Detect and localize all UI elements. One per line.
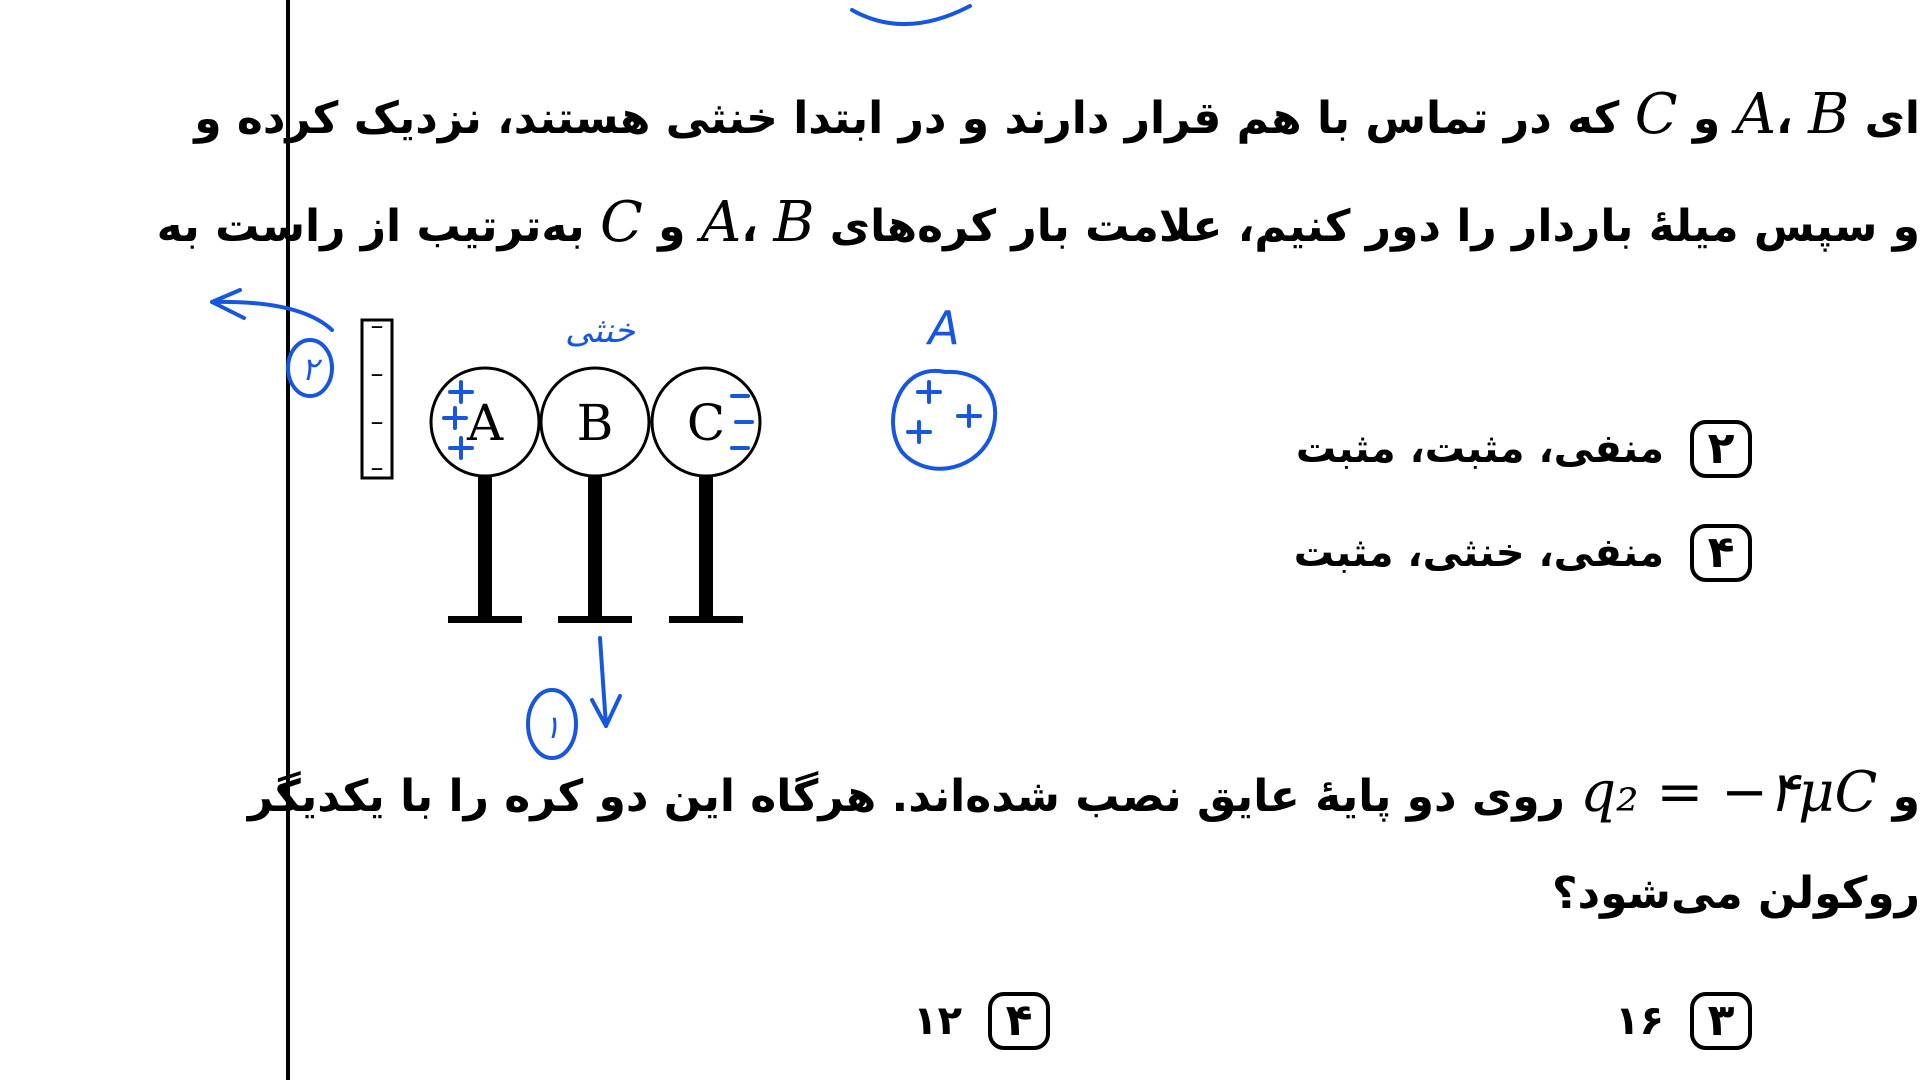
q2-line-2: روکولن می‌شود؟ [1551,868,1920,919]
q2-line1-lead: و [1892,771,1920,822]
rod-charge-mark: – [370,311,384,341]
q1-line1-lead: ای [1864,93,1920,144]
var-B: B [773,190,815,255]
rod-charge-mark: – [370,407,384,437]
rod-charge-mark: – [370,359,384,389]
rod-charge-mark: – [370,453,384,483]
sphere-label-A: A [466,394,504,452]
plus-mark [908,422,930,442]
sphere-label-B: B [576,394,614,452]
top-arc-stroke [852,6,970,24]
handwritten-labels [301,301,959,746]
sphere-A [431,368,539,476]
option-text: منفی، مثبت، مثبت [1295,426,1664,472]
var-A: A [700,190,742,255]
charge-q2: q₂ = −۴μC [1580,760,1878,825]
plus-mark [918,382,940,402]
var-B: B [1808,82,1850,147]
option-text: ۱۲ [913,998,962,1044]
annotation-label-1: ۱ [543,708,561,746]
annotation-label-2: ۲ [301,350,319,388]
option-number-badge: ۲ [1690,420,1752,478]
q1-line2-rest: به‌ترتیب از راست به [156,201,585,252]
option-number-badge: ۳ [1690,992,1752,1050]
q1-line2-lead: و سپس میلهٔ باردار را دور کنیم، علامت بار کره‌های [829,201,1920,252]
q1-line2-sep: ، [741,201,758,252]
arrow-stroke [212,302,332,330]
plus-mark [958,406,980,426]
q1-line1-and: و [1692,93,1721,144]
q1-line1-rest: که در تماس با هم قرار دارند و در ابتدا خنثی هستند، نزدیک کرده و [194,93,1620,144]
insulating-stands [448,474,743,623]
var-C: C [1634,82,1678,147]
charged-rod [362,311,392,483]
var-A: A [1735,82,1777,147]
q2-line1-rest: روی دو پایهٔ عایق نصب شده‌اند. هرگاه این دو کره را با یکدیگر [247,771,1565,822]
option-number-badge: ۴ [988,992,1050,1050]
annotation-label-A: A [928,301,960,355]
var-C: C [599,190,643,255]
option-number-badge: ۴ [1690,524,1752,582]
sphere-label-C: C [686,394,726,452]
sphere-sketch [893,371,995,469]
neutral-note: خنثی [565,311,635,351]
option-text: منفی، خنثی، مثبت [1293,530,1664,576]
option-text: ۱۶ [1615,998,1664,1044]
q1-line2-and: و [658,201,686,252]
sphere-B [541,368,649,476]
q1-line1-sep: ، [1776,93,1793,144]
